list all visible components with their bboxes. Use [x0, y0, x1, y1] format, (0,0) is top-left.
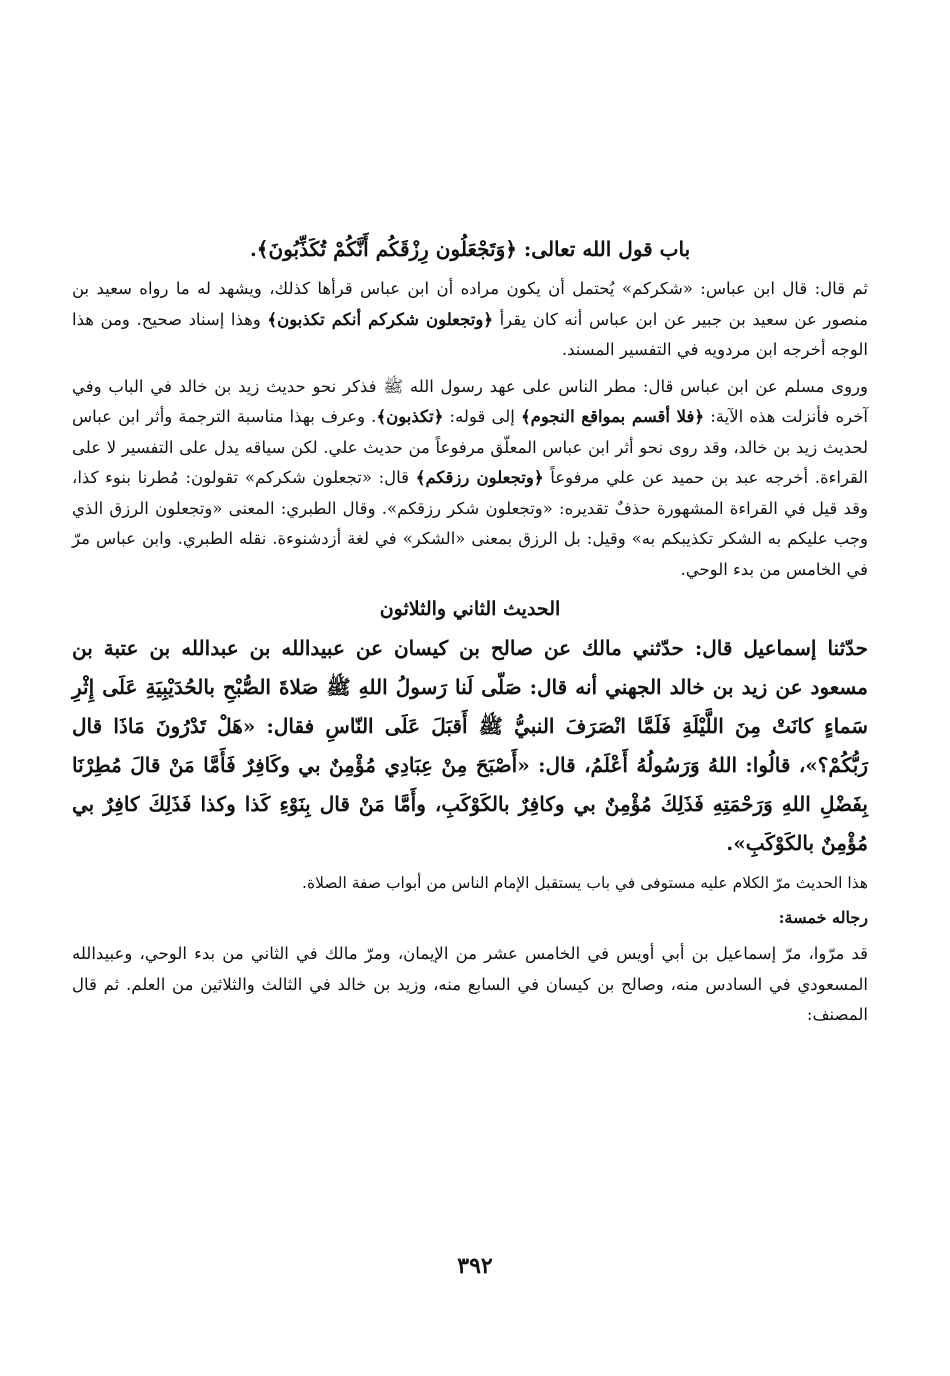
commentary-paragraph-1	[72, 274, 868, 366]
narrators-text: قد مرّوا، مرّ إسماعيل بن أبي أويس في الخامس عشر من الإيمان، ومرّ مالك في الثاني من بدء الوحي، وعبيدالله المسعودي في السادس منه، وصالح بن كيسان في السابع منه، وزيد بن خالد في الثالث والثلاثين من العلم. ثم قال المصنف:	[72, 944, 868, 1024]
quranic-quote-2: ﴿تكذبون﴾	[376, 407, 444, 426]
commentary-p2-b: إلى قوله:	[449, 407, 515, 426]
commentary-p1-tail: وهذا إسناد صحيح. ومن هذا الوجه أخرجه ابن مردويه في التفسير المسند.	[72, 309, 868, 359]
commentary-p1-lead: ثم قال: قال ابن عباس: «شكركم» يُحتمل أن يكون مراده أن ابن عباس قرأها كذلك، ويشهد له ما رواه سعيد بن منصور عن سعيد بن جبير عن ابن عباس أنه كان يقرأ	[72, 279, 868, 329]
quranic-quote-3: ﴿وتجعلون رزقكم﴾	[415, 468, 544, 487]
quranic-variant-quote: ﴿وتجعلون شكركم أنكم تكذبون﴾	[267, 309, 494, 329]
commentary-p2-c: . وعرف بهذا مناسبة الترجمة وأثر ابن عباس لحديث زيد بن خالد، وقد روى نحو أثر ابن عباس المعلّق مرفوعاً من حديث علي. لكن سياقه يدل على التفسير لا على القراءة. أخرجه عبد بن حميد عن علي مرفوعاً	[72, 407, 869, 487]
page-number: ٣٩٢	[457, 1253, 493, 1279]
hadith-text: حدّثنا إسماعيل قال: حدّثني مالك عن صالح بن كيسان عن عبيدالله بن عبدالله بن عتبة بن مسعود عن زيد بن خالد الجهني أنه قال: صَلّى لَنا رَسولُ اللهِ ﷺ صَلاةَ الصُّبْحِ بالحُدَيْبِيَةِ عَلَى إِثْرِ سَماءٍ كانَتْ مِنَ اللَّيْلَةِ فَلَمَّا انْصَرَفَ النبيُّ ﷺ أَقبَلَ عَلَى النّاسِ فقال: «هَلْ تَدْرُونَ مَاذَا قال رَبُّكُمْ؟»، قالُوا: اللهُ وَرَسُولُهُ أَعْلَمُ، قال: «أَصْبَحَ مِنْ عِبَادِي مُؤْمِنٌ بي وكَافِرٌ فَأَمَّا مَنْ قالَ مُطِرْنَا بِفَضْلِ اللهِ وَرَحْمَتِهِ فَذَلِكَ مُؤْمِنٌ بي وكافِرٌ بالكَوْكَبِ، وأَمَّا مَنْ قال بِنَوْءِ كَذا وكذا فَذَلِكَ كافِرٌ بي مُؤْمِنٌ بالكَوْكَبِ».	[72, 636, 868, 855]
commentary-p2-d: قال: «تجعلون شكركم» تقولون: مُطرنا بنوء كذا، وقد قيل في القراءة المشهورة حذفٌ تقديره: «وتجعلون شكر رزقكم». وقال الطبري: المعنى «وتجعلون الرزق الذي وجب عليكم به الشكر تكذيبكم به» وقيل: بل الرزق بمعنى «الشكر» في لغة أزدشنوءة. نقله الطبري. وابن عباس مرّ في الخامس من بدء الوحي.	[72, 468, 868, 579]
chapter-heading: باب قول الله تعالى: ﴿وَتَجْعَلُون رِزْقَكُم أَنَّكُمْ تُكَذِّبُونَ﴾.	[249, 237, 691, 261]
hadith-note: هذا الحديث مرّ الكلام عليه مستوفى في باب يستقبل الإمام الناس من أبواب صفة الصلاة.	[302, 874, 868, 892]
page-body	[72, 232, 868, 1037]
commentary-paragraph-2	[72, 372, 868, 586]
narrators-heading: رجاله خمسة:	[778, 908, 868, 927]
hadith-title: الحديث الثاني والثلاثون	[379, 598, 561, 620]
quranic-quote-1: ﴿فلا أقسم بمواقع النجوم﴾	[521, 407, 705, 426]
commentary-p2-a: وروى مسلم عن ابن عباس قال: مطر الناس على عهد رسول الله ﷺ فذكر نحو حديث زيد بن خالد في الباب وفي آخره فأنزلت هذه الآية:	[72, 376, 868, 426]
